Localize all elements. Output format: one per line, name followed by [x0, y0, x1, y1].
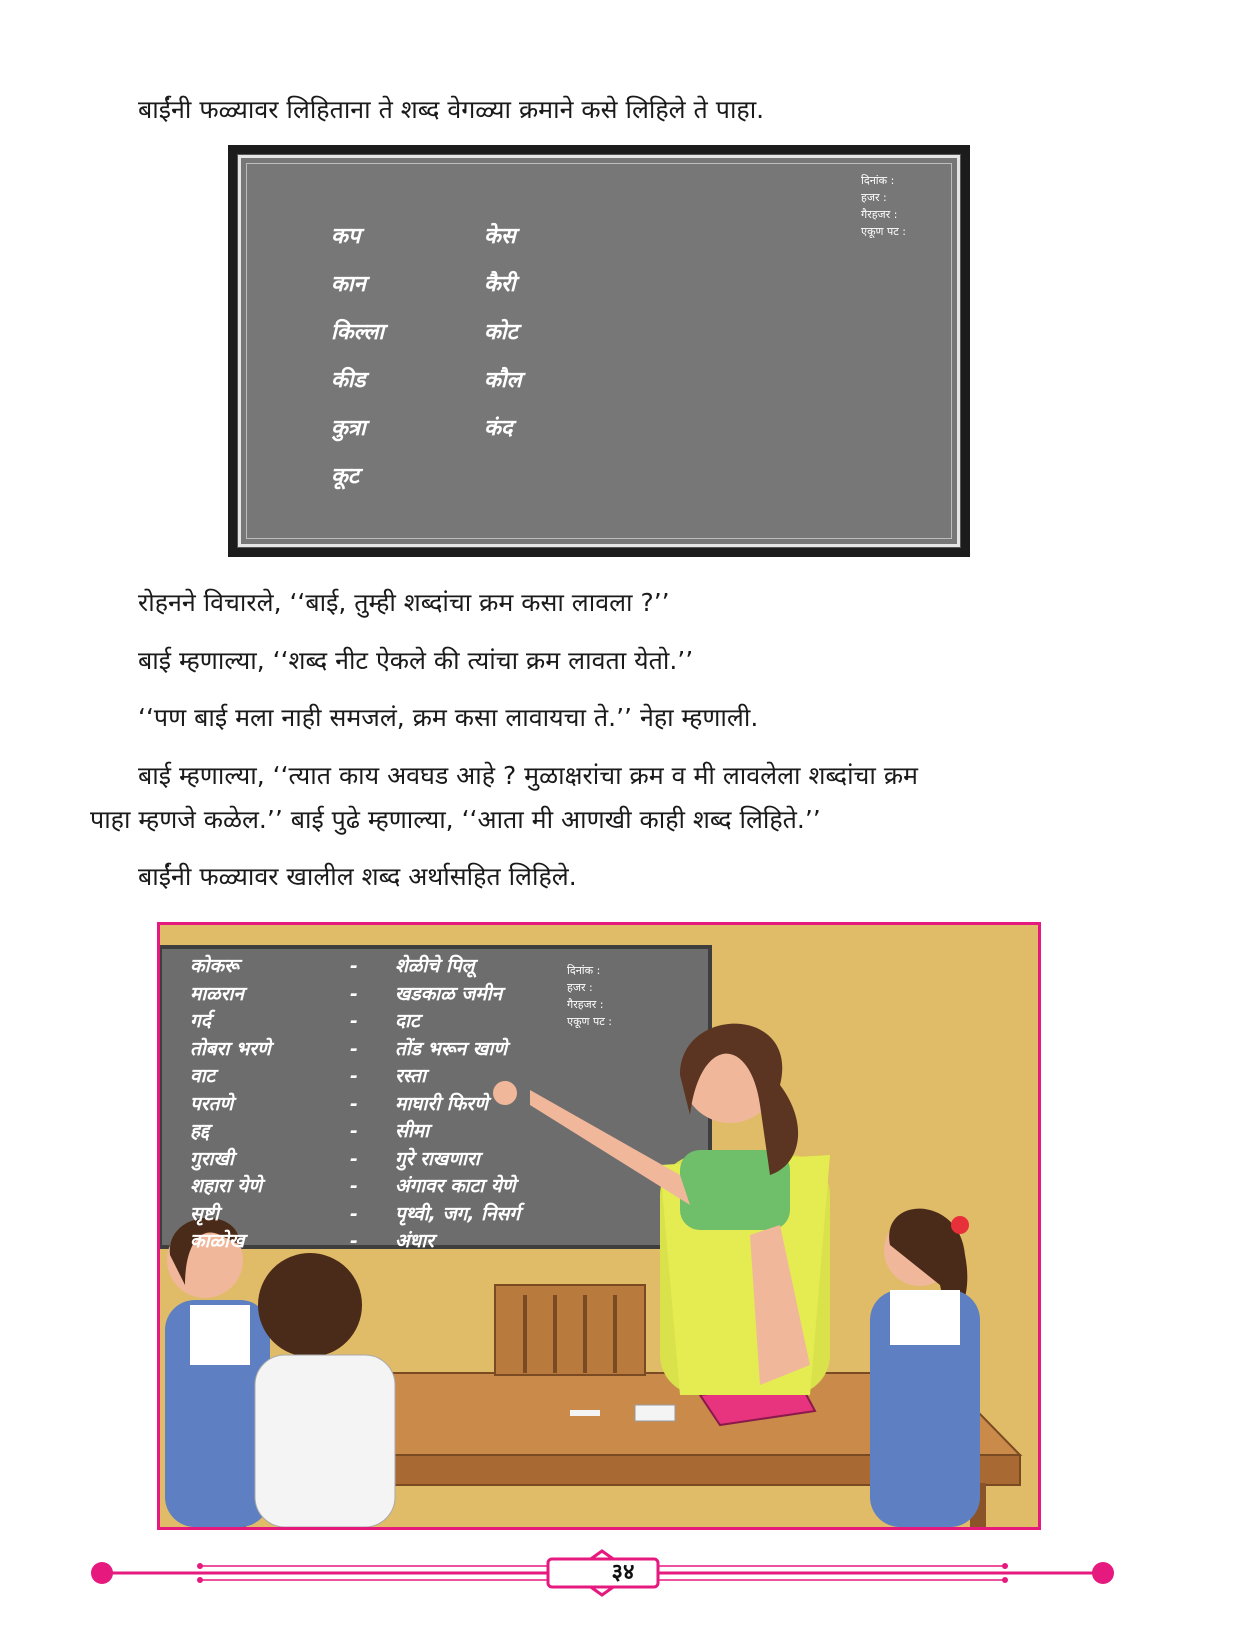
glossary-meaning: गुरे राखणारा	[395, 1147, 480, 1170]
board-word: कौल	[484, 368, 522, 393]
attendance-total: एकूण पट :	[567, 1015, 612, 1028]
attendance-date: दिनांक :	[861, 174, 895, 187]
glossary-meaning: शेळीचे पिलू	[395, 955, 475, 977]
dialogue-line-2: बाई म्हणाल्या, ‘‘शब्द नीट ऐकले की त्यांचा क्रम लावता येतो.’’	[138, 646, 694, 675]
glossary-word: कोकरू	[190, 955, 239, 977]
board-word: किल्ला	[331, 320, 385, 345]
attendance-total: एकूण पट :	[861, 225, 906, 238]
glossary-word: गर्द	[190, 1010, 211, 1032]
glossary-dash: -	[350, 1010, 358, 1032]
chalkboard-surface	[238, 155, 960, 547]
attendance-date: दिनांक :	[567, 964, 601, 977]
page-number: ३४	[611, 1560, 635, 1585]
glossary-word: माळरान	[190, 982, 244, 1005]
glossary-meaning: पृथ्वी, जग, निसर्ग	[395, 1202, 521, 1225]
glossary-meaning: सीमा	[395, 1120, 430, 1142]
board-word: कंद	[484, 416, 513, 441]
student-girl-right	[870, 1209, 980, 1527]
glossary-word: वाट	[190, 1065, 216, 1087]
chair	[495, 1285, 645, 1375]
glossary-word: शहारा येणे	[190, 1175, 262, 1197]
board-word: कीड	[331, 368, 366, 393]
glossary-meaning: तोंड भरून खाणे	[395, 1037, 508, 1060]
classroom-illustration	[157, 922, 1041, 1530]
glossary-meaning: दाट	[395, 1010, 420, 1032]
board-word: कोट	[484, 320, 518, 345]
glossary-dash: -	[350, 1092, 358, 1115]
glossary-dash: -	[350, 1202, 358, 1225]
duster	[635, 1405, 675, 1421]
glossary-dash: -	[350, 955, 358, 977]
board-word: कैरी	[484, 272, 516, 297]
glossary-dash: -	[350, 1175, 358, 1197]
intro-text: बाईंनी फळ्यावर लिहिताना ते शब्द वेगळ्या क्रमाने कसे लिहिले ते पाहा.	[138, 95, 765, 124]
board-word: कप	[331, 224, 361, 249]
glossary-dash: -	[350, 1230, 358, 1252]
dialogue-line-4a: बाई म्हणाल्या, ‘‘त्यात काय अवघड आहे ? मुळाक्षरांचा क्रम व मी लावलेला शब्दांचा क्रम	[138, 761, 918, 790]
chalk	[570, 1410, 600, 1416]
attendance-present: हजर :	[861, 191, 887, 204]
glossary-word: सृष्टी	[190, 1202, 219, 1225]
glossary-word: परतणे	[190, 1092, 234, 1115]
glossary-meaning: माघारी फिरणे	[395, 1092, 488, 1115]
glossary-word: हद्द	[190, 1120, 210, 1142]
board-word: कूट	[331, 464, 359, 489]
glossary-dash: -	[350, 1120, 358, 1142]
attendance-present: हजर :	[567, 981, 593, 994]
dialogue-line-5: बाईंनी फळ्यावर खालील शब्द अर्थासहित लिहिले.	[138, 862, 577, 891]
glossary-meaning: रस्ता	[395, 1065, 426, 1087]
attendance-absent: गैरहजर :	[567, 998, 604, 1011]
dialogue-line-1: रोहनने विचारले, ‘‘बाई, तुम्ही शब्दांचा क्रम कसा लावला ?’’	[138, 588, 670, 617]
glossary-dash: -	[350, 1147, 358, 1170]
dialogue-line-4b: पाहा म्हणजे कळेल.’’ बाई पुढे म्हणाल्या, ‘‘आता मी आणखी काही शब्द लिहिते.’’	[90, 805, 821, 834]
glossary-dash: -	[350, 982, 358, 1005]
dialogue-line-3: ‘‘पण बाई मला नाही समजलं, क्रम कसा लावायचा ते.’’ नेहा म्हणाली.	[138, 703, 759, 732]
glossary-word: तोबरा भरणे	[190, 1037, 271, 1060]
chalkboard-word-list	[228, 145, 970, 557]
glossary-meaning: अंगावर काटा येणे	[395, 1175, 516, 1197]
attendance-absent: गैरहजर :	[861, 208, 898, 221]
glossary-meaning: खडकाळ जमीन	[395, 982, 503, 1005]
glossary-word: गुराखी	[190, 1147, 234, 1170]
board-word: केस	[484, 224, 516, 249]
glossary-word: काळोख	[190, 1230, 245, 1252]
glossary-meaning: अंधार	[395, 1230, 434, 1252]
board-word: कुत्रा	[331, 416, 366, 441]
glossary-dash: -	[350, 1037, 358, 1060]
board-word: कान	[331, 272, 366, 297]
glossary-dash: -	[350, 1065, 358, 1087]
